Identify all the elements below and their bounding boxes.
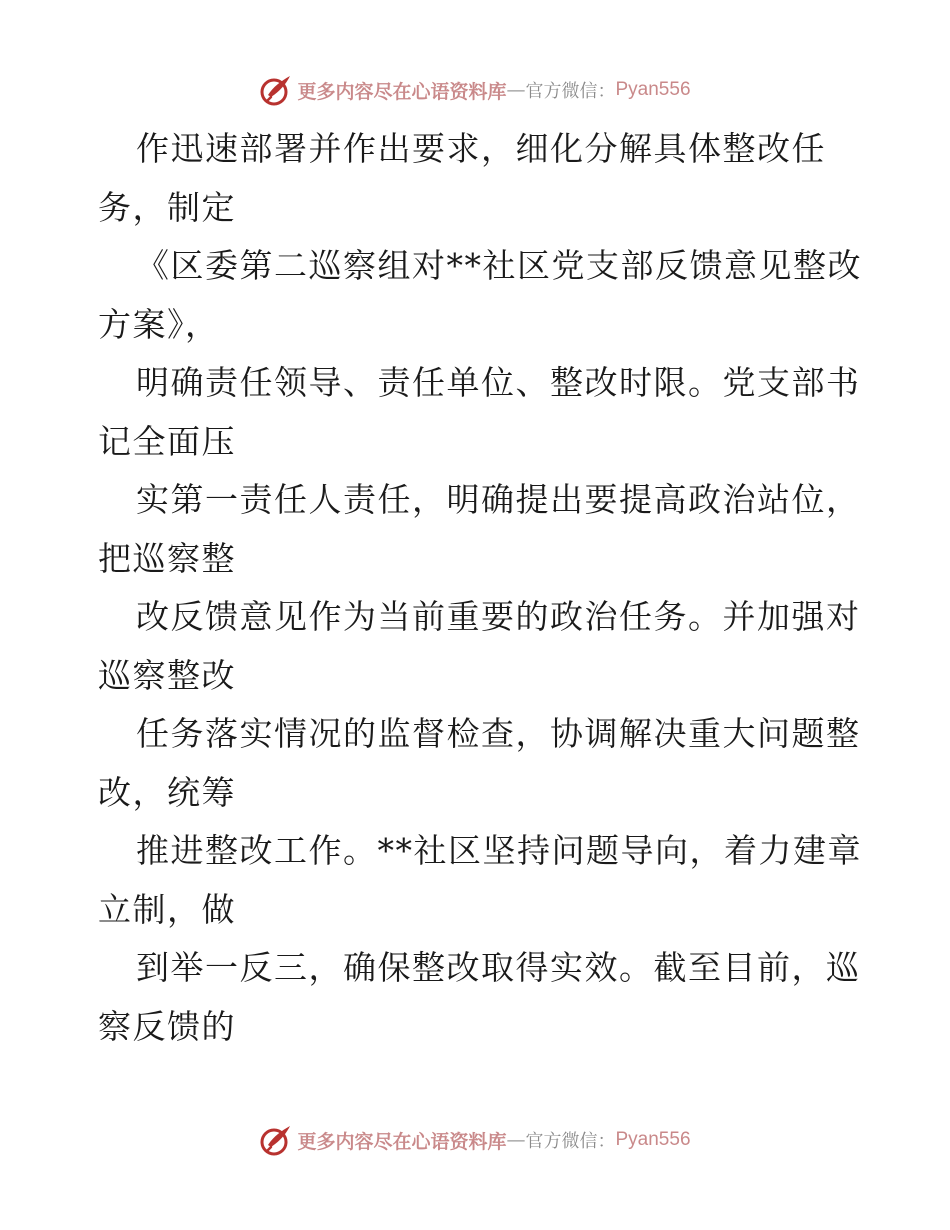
- body-line: 改反馈意见作为当前重要的政治任务。并加强对: [136, 597, 861, 636]
- banner-separator: —: [506, 79, 526, 101]
- body-line: 务，制定: [98, 187, 236, 227]
- banner-wechat-id: Pyan556: [615, 79, 691, 100]
- body-line: 任务落实情况的监督检查，协调解决重大问题整: [136, 714, 861, 753]
- body-line: 实第一责任人责任，明确提出要提高政治站位，: [136, 480, 861, 519]
- banner-wechat-id: Pyan556: [615, 1129, 691, 1150]
- banner-official-label: 官方微信：: [525, 81, 616, 102]
- body-line: 《区委第二巡察组对**社区党支部反馈意见整改: [136, 246, 862, 285]
- body-line: 明确责任领导、责任单位、整改时限。党支部书: [136, 363, 861, 402]
- body-line: 改，统筹: [98, 772, 236, 812]
- banner-title: 更多内容尽在心语资料库: [297, 1130, 507, 1153]
- header-banner: [0, 70, 950, 110]
- document-body: [98, 120, 868, 1056]
- body-line: 立制，做: [98, 889, 236, 929]
- quill-logo-icon: [259, 73, 293, 107]
- body-line: 推进整改工作。**社区坚持问题导向，着力建章: [136, 831, 862, 870]
- body-line: 把巡察整: [98, 538, 236, 578]
- body-line: 记全面压: [98, 421, 236, 461]
- body-line: 方案》，: [98, 304, 220, 344]
- footer-banner: [0, 1120, 950, 1160]
- banner-title: 更多内容尽在心语资料库: [297, 80, 507, 103]
- banner-official-label: 官方微信：: [525, 1131, 616, 1152]
- banner-separator: —: [506, 1129, 526, 1151]
- quill-logo-icon: [259, 1123, 293, 1157]
- body-line: 察反馈的: [98, 1006, 236, 1046]
- body-line: 巡察整改: [98, 655, 236, 695]
- body-line: 到举一反三，确保整改取得实效。截至目前，巡: [136, 948, 861, 987]
- body-line: 作迅速部署并作出要求，细化分解具体整改任: [136, 129, 826, 168]
